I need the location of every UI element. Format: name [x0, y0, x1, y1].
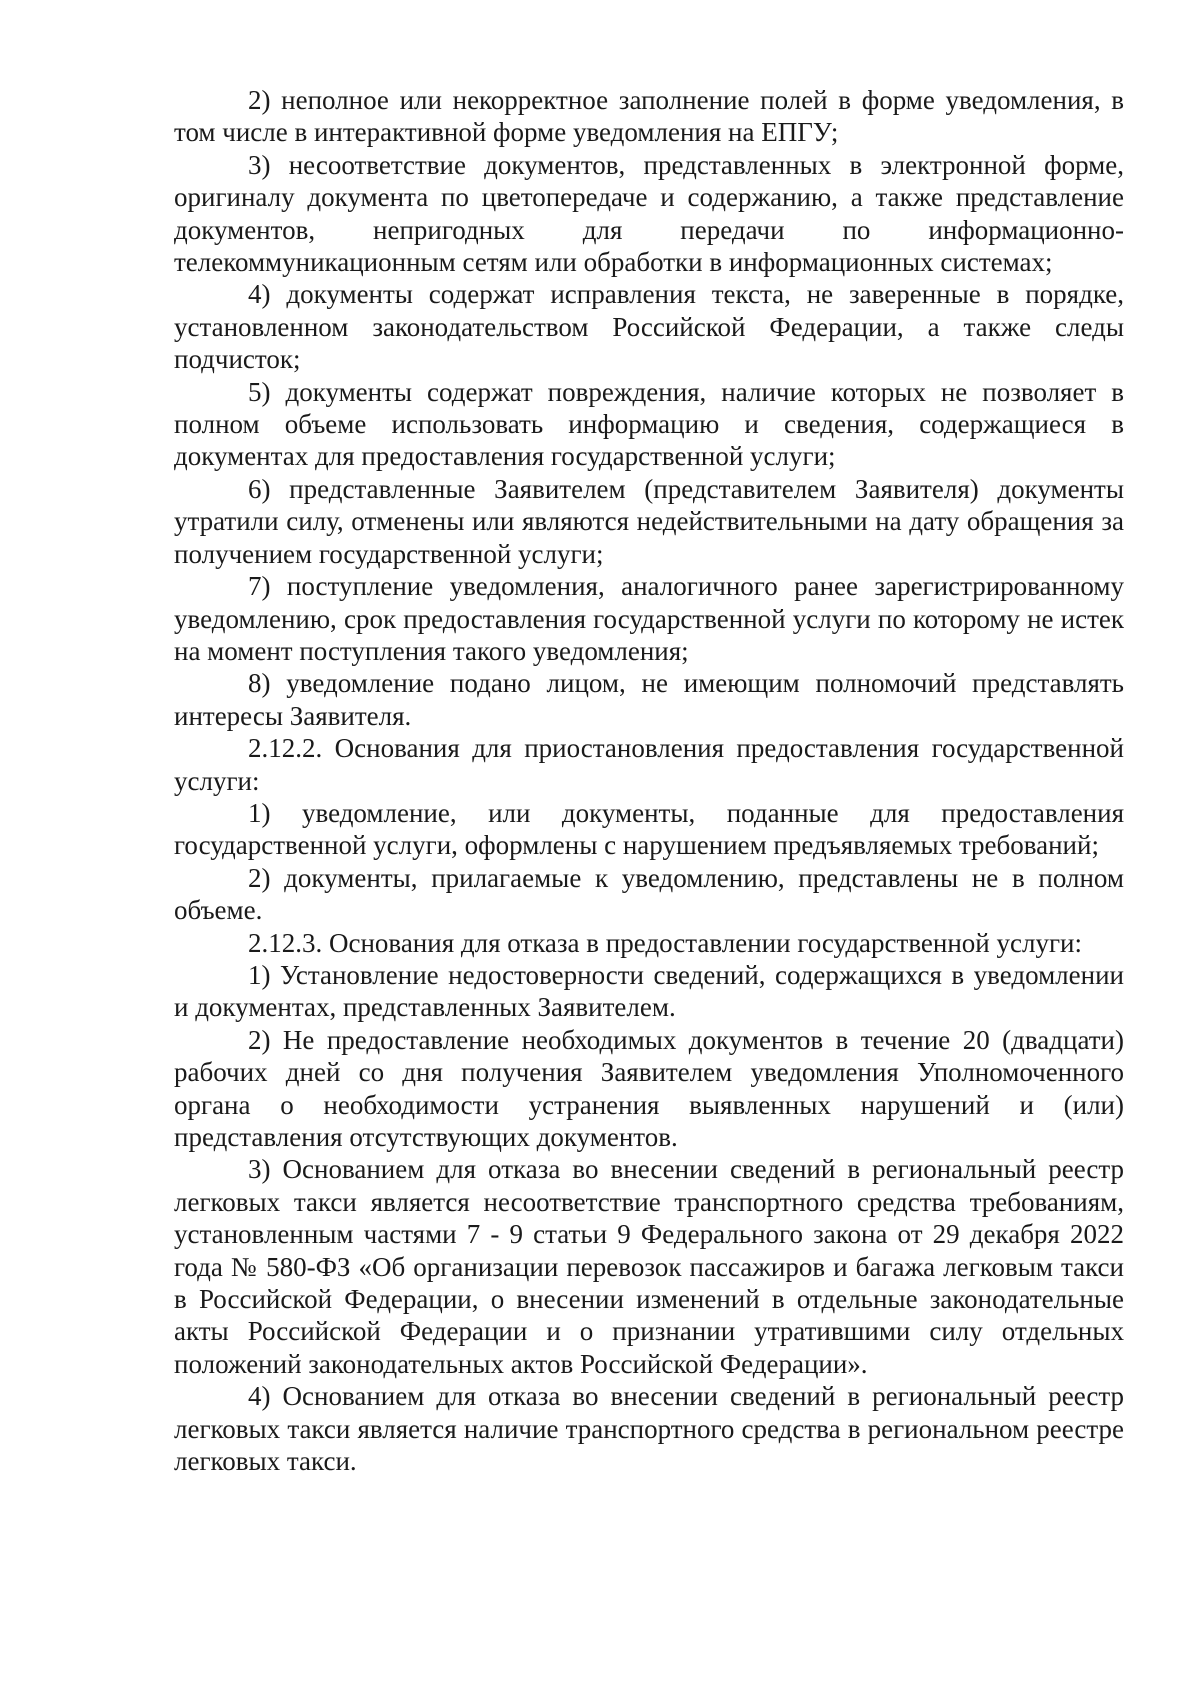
- paragraph-item-5-document-damage: 5) документы содержат повреждения, наличие которых не позволяет в полном объеме использовать информацию и сведения, содержащиеся в документах для предоставления государственной услуги;: [174, 376, 1124, 472]
- paragraph-item-3-document-mismatch: 3) несоответствие документов, представленных в электронной форме, оригиналу документа по цветопередаче и содержанию, а также представление документов, непригодных для передачи по информационно-телекоммуникационным сетям или обработки в информационных системах;: [174, 149, 1124, 278]
- paragraph-item-4-text-corrections: 4) документы содержат исправления текста, не заверенные в порядке, установленном законодательством Российской Федерации, а также следы подчисток;: [174, 279, 1124, 375]
- paragraph-item-2-incomplete-fields: 2) неполное или некорректное заполнение полей в форме уведомления, в том числе в интерактивной форме уведомления на ЕПГУ;: [174, 85, 1124, 148]
- document-page: [174, 84, 1124, 1477]
- section-heading-2-12-3: 2.12.3. Основания для отказа в предоставлении государственной услуги:: [248, 927, 1082, 958]
- paragraph-refusal-item-4: 4) Основанием для отказа во внесении сведений в региональный реестр легковых такси является наличие транспортного средства в региональном реестре легковых такси.: [174, 1381, 1124, 1477]
- section-heading-2-12-2: 2.12.2. Основания для приостановления предоставления государственной услуги:: [174, 733, 1124, 796]
- paragraph-refusal-item-1: 1) Установление недостоверности сведений, содержащихся в уведомлении и документах, представленных Заявителем.: [174, 959, 1124, 1023]
- paragraph-refusal-item-2: 2) Не предоставление необходимых документов в течение 20 (двадцати) рабочих дней со дня получения Заявителем уведомления Уполномоченного органа о необходимости устранения выявленных нарушений и (или) представления отсутствующих документов.: [174, 1024, 1124, 1152]
- paragraph-item-6-invalid-documents: 6) представленные Заявителем (представителем Заявителя) документы утратили силу, отменены или являются недействительными на дату обращения за получением государственной услуги;: [174, 473, 1124, 569]
- paragraph-suspension-item-1: 1) уведомление, или документы, поданные для предоставления государственной услуги, оформлены с нарушением предъявляемых требований;: [174, 797, 1124, 861]
- paragraph-refusal-item-3: 3) Основанием для отказа во внесении сведений в региональный реестр легковых такси является несоответствие транспортного средства требованиям, установленным частями 7 - 9 статьи 9 Федерального закона от 29 декабря 2022 года № 580-ФЗ «Об организации перевозок пассажиров и багажа легковым такси в Российской Федерации, о внесении изменений в отдельные законодательные акты Российской Федерации и о признании утратившими силу отдельных положений законодательных актов Российской Федерации».: [174, 1154, 1124, 1379]
- paragraph-item-7-duplicate-notification: 7) поступление уведомления, аналогичного ранее зарегистрированному уведомлению, срок предоставления государственной услуги по которому не истек на момент поступления такого уведомления;: [174, 571, 1124, 666]
- paragraph-item-8-no-authority: 8) уведомление подано лицом, не имеющим полномочий представлять интересы Заявителя.: [174, 668, 1124, 731]
- paragraph-suspension-item-2: 2) документы, прилагаемые к уведомлению, представлены не в полном объеме.: [174, 862, 1124, 926]
